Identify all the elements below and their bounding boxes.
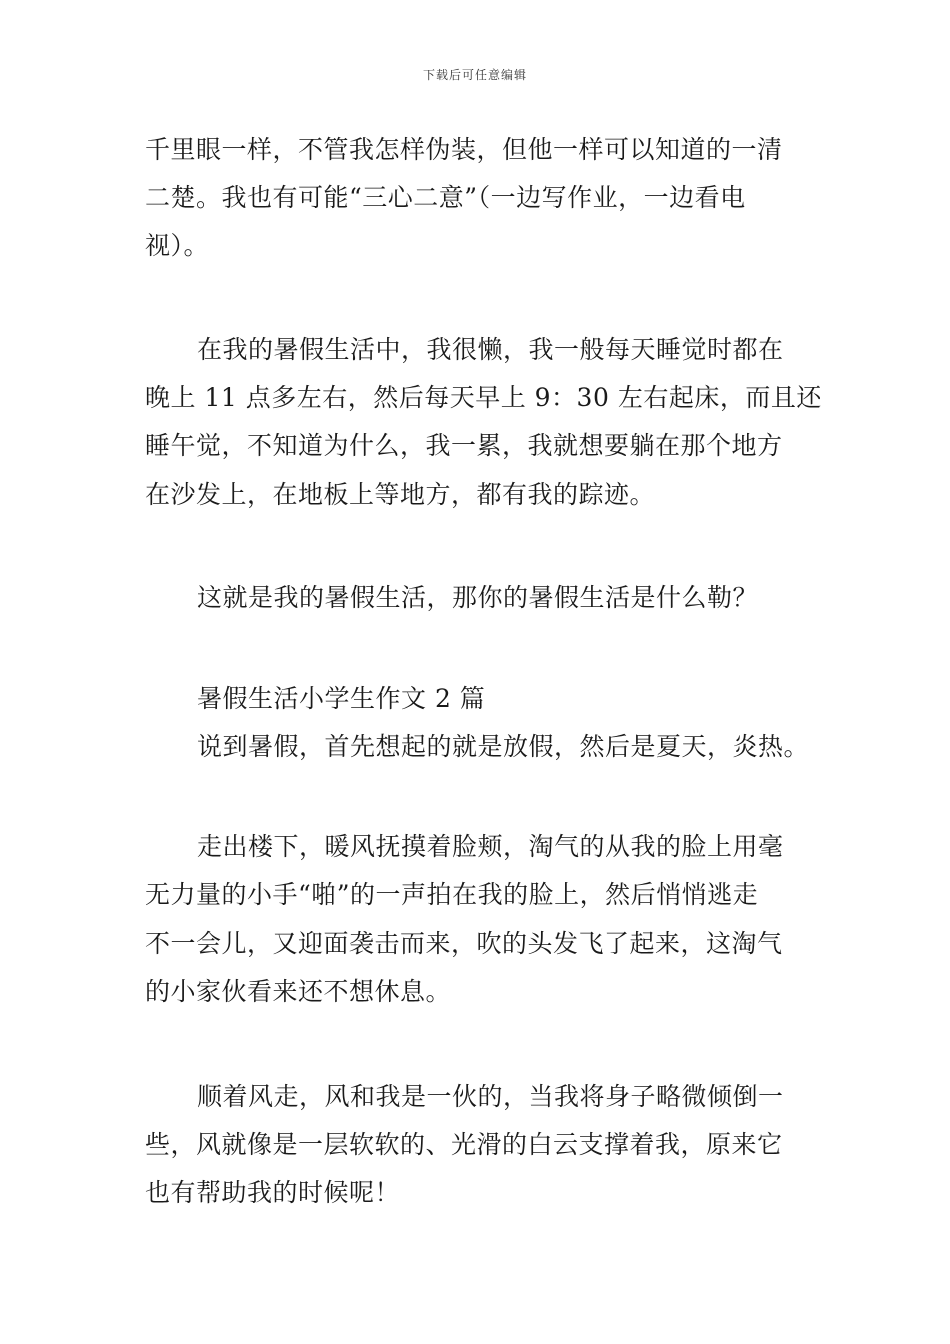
text-line: 晚上 11 点多左右，然后每天早上 9：30 左右起床，而且还 bbox=[145, 383, 822, 412]
paragraph-first-line: 在我的暑假生活中，我很懒，我一般每天睡觉时都在 bbox=[197, 335, 784, 364]
text-line: 也有帮助我的时候呢！ bbox=[145, 1178, 401, 1207]
paragraph-first-line: 这就是我的暑假生活，那你的暑假生活是什么勒？ bbox=[197, 583, 759, 612]
text-line: 二楚。我也有可能“三心二意”（一边写作业，一边看电 bbox=[145, 183, 746, 212]
text-line: 些，风就像是一层软软的、光滑的白云支撑着我，原来它 bbox=[145, 1130, 783, 1159]
text-line: 睡午觉，不知道为什么，我一累，我就想要躺在那个地方 bbox=[145, 431, 783, 460]
text-line: 千里眼一样，不管我怎样伪装，但他一样可以知道的一清 bbox=[145, 135, 783, 164]
text-line: 在沙发上，在地板上等地方，都有我的踪迹。 bbox=[145, 480, 656, 509]
text-line: 无力量的小手“啪”的一声拍在我的脸上，然后悄悄逃走 bbox=[145, 880, 759, 909]
paragraph-first-line: 说到暑假，首先想起的就是放假，然后是夏天，炎热。 bbox=[197, 732, 810, 761]
page-header-note: 下载后可任意编辑 bbox=[422, 68, 527, 82]
paragraph-first-line: 走出楼下，暖风抚摸着脸颊，淘气的从我的脸上用毫 bbox=[197, 832, 784, 861]
text-line: 不一会儿，又迎面袭击而来，吹的头发飞了起来，这淘气 bbox=[145, 929, 783, 958]
paragraph-first-line: 顺着风走，风和我是一伙的，当我将身子略微倾倒一 bbox=[197, 1082, 784, 1111]
text-line: 的小家伙看来还不想休息。 bbox=[145, 977, 452, 1006]
text-line: 视）。 bbox=[145, 231, 210, 260]
section-title: 暑假生活小学生作文 2 篇 bbox=[197, 684, 486, 713]
